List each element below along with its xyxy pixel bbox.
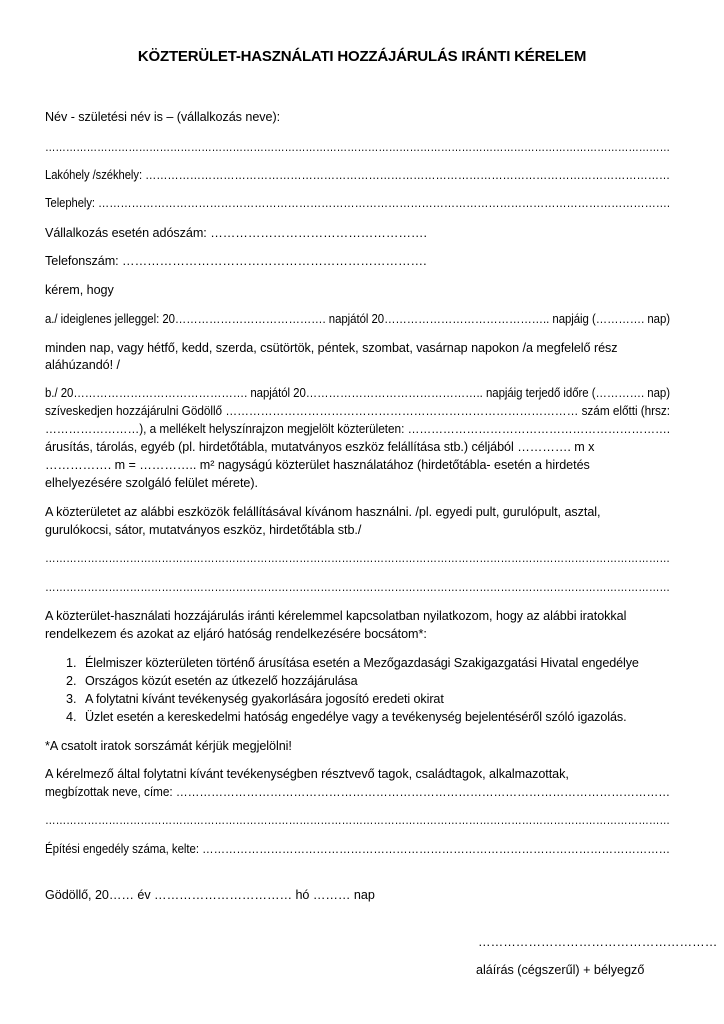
phone-field[interactable]: Telefonszám: ………………………………………………………………. <box>45 254 427 268</box>
option-a-days: minden nap, vagy hétfő, kedd, szerda, csütörtök, péntek, szombat, vasárnap napokon /a megfelelő rész <box>45 341 618 355</box>
option-b-area-note: elhelyezésére szolgáló felület mérete). <box>45 476 258 490</box>
equipment-field-2[interactable]: …………………………………………………………………………………………………………………………………………………………… <box>45 580 671 594</box>
residence-field[interactable]: Lakóhely /székhely: …………………………………………………………………………………………………………………………… <box>45 168 671 182</box>
option-b-area[interactable]: ……………. m = ………….. m² nagyságú közterület használatához (hirdetőtábla- esetén a hirdetés <box>45 458 590 472</box>
participants-text: A kérelmező által folytatni kívánt tevékenységben résztvevő tagok, családtagok, alkalmazottak, <box>45 767 569 781</box>
declaration-text: A közterület-használati hozzájárulás iránti kérelemmel kapcsolatban nyilatkozom, hogy az alábbi iratokkal <box>45 609 627 623</box>
list-item-number: 3. <box>66 692 77 706</box>
page-title: KÖZTERÜLET-HASZNÁLATI HOZZÁJÁRULÁS IRÁNTI KÉRELEM <box>137 48 587 65</box>
building-permit-field[interactable]: Építési engedély száma, kelte: …………………………………………………………………………………………………………… <box>45 842 671 856</box>
list-item-number: 1. <box>66 656 77 670</box>
participants-field-2[interactable]: …………………………………………………………………………………………………………………………………………………………… <box>45 813 671 827</box>
option-a-dates[interactable]: a./ ideiglenes jelleggel: 20…………………………………. napjától 20…………………………………….. napjáig (…………. nap) <box>45 312 671 326</box>
participants-field[interactable]: megbízottak neve, címe: ……………………………………………………………………………………………………………… <box>45 785 671 799</box>
attachment-note: *A csatolt iratok sorszámát kérjük megjelölni! <box>45 739 292 753</box>
date-field[interactable]: Gödöllő, 20…… év …………………………… hó ……… nap <box>45 888 375 902</box>
option-b-location[interactable]: ……………………), a mellékelt helyszínrajzon megjelölt közterületen: …………………………………………………………. <box>45 422 670 436</box>
equipment-field-1[interactable]: …………………………………………………………………………………………………………………………………………………………… <box>45 551 671 565</box>
equipment-text: A közterületet az alábbi eszközök felállításával kívánom használni. /pl. egyedi pult, gurulópult, asztal, <box>45 505 601 519</box>
option-b-purpose[interactable]: árusítás, tárolás, egyéb (pl. hirdetőtábla, mutatványos eszköz felállítása stb.) céljából …………. m x <box>45 440 595 454</box>
tax-number-field[interactable]: Vállalkozás esetén adószám: ……………………………………………. <box>45 226 427 240</box>
declaration-text-2: rendelkezem és azokat az eljáró hatóság rendelkezésére bocsátom*: <box>45 627 427 641</box>
name-field[interactable]: ……………………………………………………………………………………………………………………………………………………………… <box>45 140 670 154</box>
signature-line[interactable]: ………………………………………………… <box>478 935 718 949</box>
list-item-number: 2. <box>66 674 77 688</box>
list-item-number: 4. <box>66 710 77 724</box>
request-intro: kérem, hogy <box>45 283 114 297</box>
signature-label: aláírás (cégszerűl) + bélyegző <box>476 963 645 977</box>
list-item-text: Országos közút esetén az útkezelő hozzájárulása <box>85 674 358 688</box>
option-b-dates[interactable]: b./ 20………………………………………. napjától 20……………………………………….. napjáig terjedő időre (…………. nap) <box>45 386 670 400</box>
name-label: Név - születési név is – (vállalkozás neve): <box>45 110 281 124</box>
site-field[interactable]: Telephely: ………………………………………………………………………………………………………………………………………. <box>45 196 670 210</box>
list-item-text: A folytatni kívánt tevékenység gyakorlására jogosító eredeti okirat <box>85 692 444 706</box>
option-b-address[interactable]: szíveskedjen hozzájárulni Gödöllő ……………………………………………………………………………… szám előtti (hrsz: <box>45 404 671 418</box>
equipment-examples: gurulókocsi, sátor, mutatványos eszköz, hirdetőtábla stb./ <box>45 523 362 537</box>
option-a-note: aláhúzandó! / <box>45 358 120 372</box>
list-item-text: Élelmiszer közterületen történő árusítása esetén a Mezőgazdasági Szakigazgatási Hivatal engedélye <box>85 656 639 670</box>
list-item-text: Üzlet esetén a kereskedelmi hatóság engedélye vagy a tevékenység bejelentéséről szóló igazolás. <box>85 710 627 724</box>
